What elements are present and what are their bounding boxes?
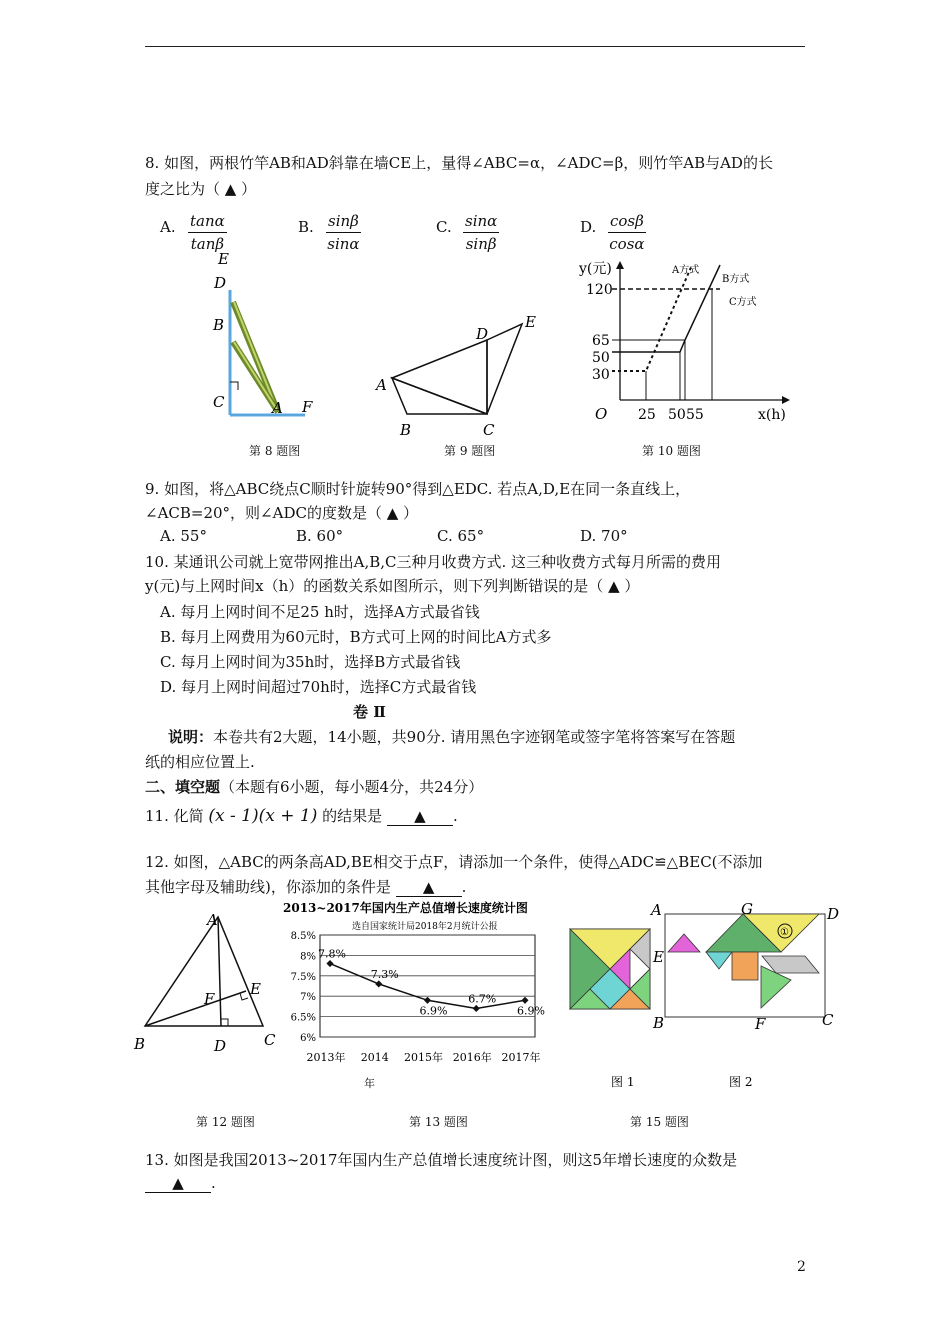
fig9-triangle-dec	[487, 324, 522, 414]
fig12-label-b: B	[134, 1035, 146, 1053]
chart-data-label: 6.9%	[419, 1004, 448, 1018]
chart-data-label: 6.9%	[517, 1004, 545, 1018]
figure-12	[130, 905, 290, 1055]
q10-line2: y(元)与上网时间x（h）的函数关系如图所示，则下列判断错误的是（ ▲ ）	[145, 577, 640, 595]
q11-prefix: 11. 化简	[145, 807, 204, 825]
fig10-xtick-55: 55	[686, 407, 704, 423]
figure-10	[572, 255, 792, 430]
fig10-legend-c: C方式	[729, 297, 757, 308]
chart-data-point	[326, 960, 333, 967]
figure-15	[565, 898, 850, 1088]
chart-y-tick-label: 8.5%	[290, 931, 316, 942]
fig8-caption: 第 8 题图	[249, 444, 301, 458]
chart-series	[318, 948, 545, 1018]
chart-title: 2013~2017年国内生产总值增长速度统计图	[283, 901, 528, 915]
q8-option-c	[463, 212, 499, 253]
fig10-ylabel: y(元)	[579, 261, 612, 277]
q10-option-c: C. 每月上网时间为35h时，选择B方式最省钱	[160, 653, 461, 671]
fig9-caption: 第 9 题图	[444, 444, 496, 458]
chart-y-ticks	[291, 931, 316, 1044]
fig15-sub2: 图 2	[729, 1075, 753, 1088]
chart-x-tick-label: 2014	[360, 1051, 389, 1064]
chart-data-point	[473, 1005, 480, 1012]
q10-option-d: D. 每月上网时间超过70h时，选择C方式最省钱	[160, 678, 477, 696]
chart-data-point	[375, 980, 382, 987]
chart-y-tick-label: 6%	[300, 1033, 316, 1044]
figure-9	[370, 310, 550, 440]
fig13-caption: 第 13 题图	[409, 1115, 468, 1129]
q8-option-d-num: cosβ	[608, 212, 646, 233]
q8-option-d-den: cosα	[609, 235, 645, 253]
fig15-tangram-1	[570, 929, 650, 1009]
q9-line1: 9. 如图，将△ABC绕点C顺时针旋转90°得到△EDC. 若点A,D,E在同一条直线上，	[145, 480, 691, 498]
fig15-label-1: ①	[780, 927, 789, 938]
fig15-label-c: C	[822, 1011, 834, 1029]
q9-option-a: A. 55°	[160, 527, 207, 545]
fig9-label-c: C	[483, 421, 495, 439]
fig10-y-arrow	[616, 261, 624, 269]
fig9-label-e: E	[525, 313, 536, 331]
chart-data-point	[424, 997, 431, 1004]
q8-option-b	[326, 212, 361, 253]
fig12-label-e: E	[250, 980, 261, 998]
page-number: 2	[797, 1259, 806, 1275]
fig10-ytick-30: 30	[592, 367, 610, 383]
q8-option-c-den: sinβ	[465, 235, 497, 253]
chart-y-tick-label: 6.5%	[290, 1012, 316, 1024]
section-note-text: 本卷共有2大题，14小题，共90分. 请用黑色字迹钢笔或签字笔将答案写在答题	[213, 728, 736, 746]
fig8-label-f: F	[302, 398, 313, 416]
header-rule	[145, 46, 805, 47]
q8-option-a	[188, 212, 227, 253]
q8-option-a-letter: A.	[160, 218, 176, 236]
fig15-tangram-2	[665, 914, 825, 1017]
fig9-triangle-adc	[392, 340, 487, 414]
q8-option-a-num: tanα	[188, 212, 227, 233]
q12-line2: 其他字母及辅助线)，你添加的条件是	[145, 878, 391, 896]
q11-blank: ▲	[387, 807, 453, 826]
chart-subtitle: 选自国家统计局2018年2月统计公报	[352, 922, 498, 932]
q12-blank: ▲	[396, 878, 462, 897]
chart-x-tick-label: 2016年	[452, 1051, 492, 1064]
fig10-ytick-120: 120	[586, 282, 613, 298]
q10-line1: 10. 某通讯公司就上宽带网推出A,B,C三种月收费方式. 这三种收费方式每月所需的费用	[145, 553, 722, 571]
q8-option-d	[608, 212, 646, 253]
chart-x-ticks	[307, 1050, 541, 1064]
q9-option-d: D. 70°	[580, 527, 628, 545]
q9-option-b: B. 60°	[296, 527, 344, 545]
fig12-label-f: F	[204, 990, 215, 1008]
q13-end: .	[211, 1174, 216, 1192]
fig8-label-d: D	[214, 274, 227, 292]
fig10-xlabel: x(h)	[758, 407, 786, 423]
chart-y-tick-label: 8%	[300, 951, 316, 963]
chart-grid	[320, 935, 535, 1037]
chart-data-label: 7.8%	[318, 947, 346, 961]
q11-suffix: 的结果是	[322, 807, 383, 825]
chart-x-extra-label: 年	[364, 1077, 375, 1090]
fig10-xtick-25: 25	[638, 407, 656, 423]
q8-option-b-letter: B.	[298, 218, 314, 236]
figure-8	[200, 250, 330, 425]
q9-option-c: C. 65°	[437, 527, 485, 545]
fig10-legend-a: A方式	[672, 265, 700, 276]
section-note-line1	[168, 726, 735, 747]
fig15-piece2-cyan	[706, 952, 732, 969]
fig12-label-d: D	[214, 1037, 227, 1055]
fig12-label-a: A	[207, 911, 218, 929]
fig10-caption: 第 10 题图	[642, 444, 701, 458]
q12-line1: 12. 如图，△ABC的两条高AD,BE相交于点F，请添加一个条件，使得△ADC≌△BEC(不添加	[145, 853, 763, 871]
fig10-x-arrow	[782, 396, 790, 404]
chart-data-label: 7.3%	[370, 967, 399, 981]
chart-x-tick-label: 2017年	[501, 1051, 541, 1064]
fig12-altitude-ad	[218, 917, 221, 1026]
fig8-label-c: C	[213, 393, 225, 411]
fig15-label-d: D	[827, 905, 840, 923]
chart-y-tick-label: 7.5%	[290, 971, 316, 983]
fig10-xtick-50: 50	[668, 407, 686, 423]
q8-option-b-den: sinα	[327, 235, 360, 253]
fig15-piece2-orange	[732, 952, 758, 980]
fill-section-heading	[145, 776, 483, 797]
q13-line2	[145, 1174, 216, 1193]
fig15-label-e: E	[653, 948, 664, 966]
q8-line1: 8. 如图，两根竹竿AB和AD斜靠在墙CE上，量得∠ABC=α，∠ADC=β，则竹竿AB与AD的长	[145, 154, 773, 172]
fig8-label-a: A	[272, 399, 283, 417]
chart-x-tick-label: 2015年	[404, 1051, 443, 1064]
section-title: 卷 Ⅱ	[353, 703, 386, 721]
chart-x-tick-label: 2013年	[306, 1051, 346, 1064]
fig10-ytick-65: 65	[592, 333, 610, 349]
q11-end: .	[452, 807, 458, 825]
q8-option-c-letter: C.	[436, 218, 452, 236]
q8-option-d-letter: D.	[580, 218, 597, 236]
q11-expression: (x - 1)(x + 1)	[208, 806, 318, 826]
chart-data-label: 6.7%	[468, 992, 497, 1006]
fig9-label-a: A	[376, 376, 387, 394]
fig15-label-g: G	[741, 900, 753, 918]
chart-plot-frame	[320, 935, 535, 1037]
fig12-right-angle-d	[221, 1019, 228, 1026]
fig12-label-c: C	[264, 1031, 276, 1049]
fig10-legend-b: B方式	[722, 274, 750, 285]
fig15-sub1: 图 1	[611, 1075, 635, 1088]
q9-line2: ∠ACB=20°，则∠ADC的度数是（ ▲ ）	[145, 504, 419, 522]
figure-13-chart	[280, 897, 560, 1097]
fill-section-desc: （本题有6小题，每小题4分，共24分）	[220, 778, 484, 796]
q8-option-c-num: sinα	[463, 212, 499, 233]
q8-line2: 度之比为（ ▲ ）	[145, 180, 257, 198]
fig15-label-f: F	[755, 1015, 766, 1033]
fig8-label-b: B	[213, 316, 225, 334]
q13-blank: ▲	[145, 1174, 211, 1193]
section-note-label: 说明：	[168, 728, 214, 746]
q10-option-b: B. 每月上网费用为60元时，B方式可上网的时间比A方式多	[160, 628, 552, 646]
fig15-caption: 第 15 题图	[630, 1115, 689, 1129]
section-note-line2: 纸的相应位置上.	[145, 753, 255, 771]
fig8-label-e: E	[218, 250, 229, 268]
fig12-triangle-abc	[145, 917, 263, 1026]
fig15-label-a: A	[651, 901, 662, 919]
fig10-origin: O	[595, 405, 608, 423]
fig10-line-b	[612, 265, 720, 352]
q12-line2-wrap	[145, 876, 466, 897]
chart-data-point	[521, 997, 528, 1004]
chart-y-tick-label: 7%	[300, 992, 316, 1004]
fig15-piece2-magenta	[668, 934, 700, 952]
q8-option-a-den: tanβ	[190, 235, 225, 253]
q11	[145, 805, 458, 826]
fig15-label-b: B	[653, 1014, 665, 1032]
fig12-altitude-be	[145, 991, 246, 1026]
q12-end: .	[461, 878, 467, 896]
fig10-ytick-50: 50	[592, 350, 610, 366]
q13-line1: 13. 如图是我国2013~2017年国内生产总值增长速度统计图，则这5年增长速度的众数是	[145, 1151, 738, 1169]
q8-option-b-num: sinβ	[326, 212, 361, 233]
fig12-caption: 第 12 题图	[196, 1115, 255, 1129]
fig9-label-d: D	[476, 325, 489, 343]
fill-section-title: 二、填空题	[145, 778, 221, 796]
q10-option-a: A. 每月上网时间不足25 h时，选择A方式最省钱	[160, 603, 480, 621]
fig9-label-b: B	[400, 421, 412, 439]
fig12-right-angle-e	[240, 993, 248, 1000]
